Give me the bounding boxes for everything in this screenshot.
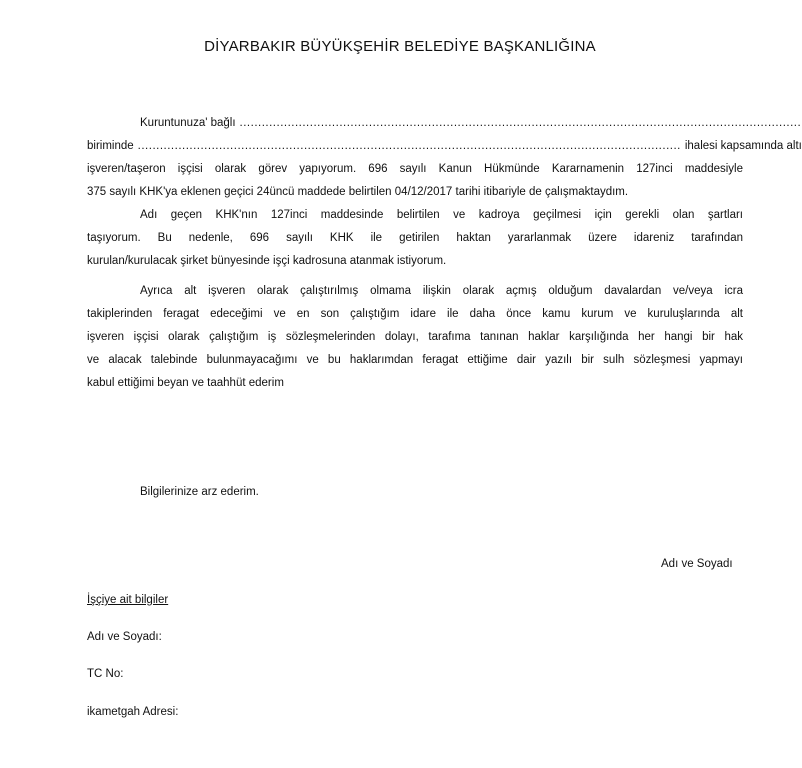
paragraph1-line2-lead: biriminde (87, 140, 134, 152)
worker-tc-label: TC No: (87, 668, 124, 680)
paragraph3-line3: işveren işçisi olarak çalıştığım iş sözleşmelerinden dolayı, tarafıma tanınan haklar karşılığında her hangi bir hak (87, 331, 743, 343)
document-title: DİYARBAKIR BÜYÜKŞEHİR BELEDİYE BAŞKANLIĞINA (204, 38, 596, 55)
worker-info-heading: İşçiye ait bilgiler (87, 594, 169, 606)
paragraph1-line4: 375 sayılı KHK'ya eklenen geçici 24üncü maddede belirtilen 04/12/2017 tarihi itibariyle de çalışmaktaydım. (87, 186, 629, 198)
paragraph1-line2-dots: ................................................................................................................................................... (137, 140, 681, 152)
paragraph2-line1: Adı geçen KHK'nın 127inci maddesinde belirtilen ve kadroya geçilmesi için gerekli olan şartları (140, 209, 743, 221)
paragraph2-line3: kurulan/kurulacak şirket bünyesinde işçi kadrosuna atanmak istiyorum. (87, 255, 447, 267)
paragraph2-line2: taşıyorum. Bu nedenle, 696 sayılı KHK ile getirilen haktan yararlanmak üzere idareniz tarafından (87, 232, 743, 244)
paragraph1-line1 (87, 112, 802, 135)
paragraph1-line1-lead: Kuruntunuza' bağlı (140, 117, 236, 129)
paragraph-waiver (87, 280, 743, 395)
signature-label: Adı ve Soyadı (661, 558, 733, 570)
worker-name-label: Adı ve Soyadı: (87, 631, 162, 643)
paragraph1-line1-dots: ........................................................................................................................................................ (239, 117, 802, 129)
paragraph-eligibility (87, 204, 743, 273)
paragraph-employment (87, 112, 802, 204)
worker-address-label: ikametgah Adresi: (87, 706, 179, 718)
paragraph1-line2 (87, 135, 802, 158)
paragraph1-line2-tail: ihalesi kapsamında altı (684, 140, 802, 152)
paragraph3-line2: takiplerinden feragat edeceğimi ve en son çalıştığım idare ile daha önce kamu kurum ve kuruluşlarında alt (87, 308, 743, 320)
paragraph3-line4: ve alacak talebinde bulunmayacağımı ve bu haklarımdan feragat ettiğime dair yazılı bir sulh sözleşmesi yapmayı (87, 354, 743, 366)
paragraph1-line3: işveren/taşeron işçisi olarak görev yapıyorum. 696 sayılı Kanun Hükmünde Kararnamenin 127inci maddesiyle (87, 163, 743, 175)
paragraph3-line1: Ayrıca alt işveren olarak çalıştırılmış olmama ilişkin olarak açmış olduğum davalardan ve/veya icra (140, 285, 743, 297)
paragraph3-line5: kabul ettiğimi beyan ve taahhüt ederim (87, 377, 284, 389)
closing-text: Bilgilerinize arz ederim. (140, 486, 259, 498)
